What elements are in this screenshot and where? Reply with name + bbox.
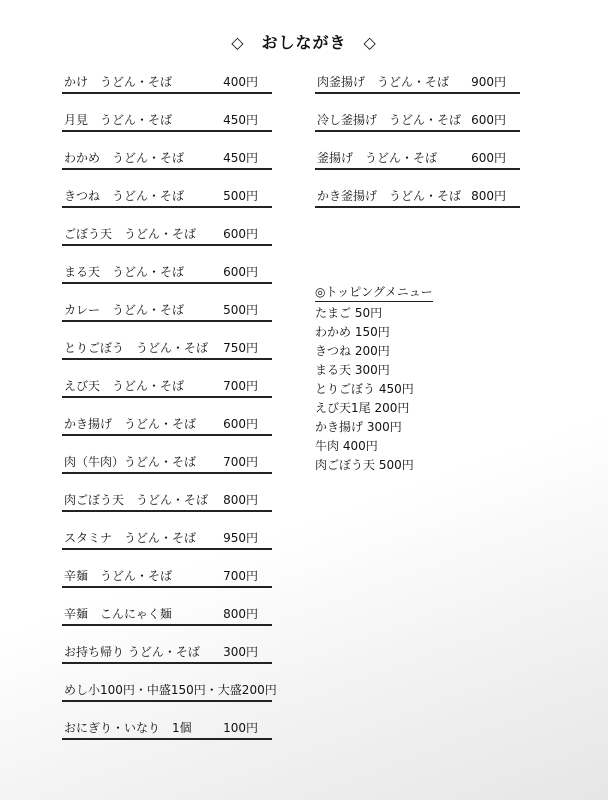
menu-item-name: かけ うどん・そば	[64, 75, 173, 89]
topping-item: わかめ 150円	[315, 325, 390, 339]
menu-row	[62, 222, 272, 246]
menu-row	[62, 184, 272, 208]
menu-item-price: 500円	[223, 303, 258, 317]
menu-item-name: 肉（牛肉）うどん・そば	[64, 455, 197, 469]
menu-row	[62, 602, 272, 626]
menu-row	[315, 70, 520, 94]
topping-item: 肉ごぼう天 500円	[315, 458, 414, 472]
menu-item-price: 750円	[223, 341, 258, 355]
menu-item-price: 800円	[223, 493, 258, 507]
menu-row	[62, 450, 272, 474]
menu-item-name: おにぎり・いなり 1個	[64, 721, 192, 735]
menu-item-price: 600円	[223, 265, 258, 279]
topping-item: かき揚げ 300円	[315, 420, 402, 434]
topping-item: たまご 50円	[315, 306, 383, 320]
topping-item: きつね 200円	[315, 344, 390, 358]
menu-row	[315, 146, 520, 170]
menu-item-name: スタミナ うどん・そば	[64, 531, 197, 545]
rice-row	[62, 678, 277, 702]
menu-row	[315, 108, 520, 132]
menu-item-price: 450円	[223, 151, 258, 165]
menu-item-name: 肉ごぼう天 うどん・そば	[64, 493, 209, 507]
menu-item-price: 600円	[471, 151, 506, 165]
rice-prices: めし小100円・中盛150円・大盛200円	[64, 683, 277, 697]
menu-item-price: 950円	[223, 531, 258, 545]
menu-item-price: 700円	[223, 379, 258, 393]
topping-item: 牛肉 400円	[315, 439, 378, 453]
menu-row	[62, 488, 272, 512]
menu-item-name: 冷し釜揚げ うどん・そば	[317, 113, 462, 127]
menu-row	[62, 412, 272, 436]
menu-item-price: 400円	[223, 75, 258, 89]
menu-row	[62, 146, 272, 170]
menu-row	[62, 70, 272, 94]
menu-item-name: 月見 うどん・そば	[64, 113, 173, 127]
menu-item-price: 300円	[223, 645, 258, 659]
topping-item: まる天 300円	[315, 363, 390, 377]
menu-row	[62, 564, 272, 588]
menu-item-name: お持ち帰り うどん・そば	[64, 645, 200, 659]
menu-item-price: 800円	[223, 607, 258, 621]
left-menu-column	[62, 70, 277, 754]
topping-menu	[315, 281, 495, 475]
menu-row	[315, 184, 520, 208]
menu-item-name: 辛麺 うどん・そば	[64, 569, 173, 583]
menu-item-name: とりごぼう うどん・そば	[64, 341, 209, 355]
menu-item-price: 900円	[471, 75, 506, 89]
menu-item-price: 800円	[471, 189, 506, 203]
menu-item-price: 500円	[223, 189, 258, 203]
menu-item-name: ごぼう天 うどん・そば	[64, 227, 197, 241]
right-menu-column	[315, 70, 520, 222]
menu-item-name: きつね うどん・そば	[64, 189, 185, 203]
menu-item-price: 450円	[223, 113, 258, 127]
menu-item-name: かき揚げ うどん・そば	[64, 417, 197, 431]
menu-item-price: 600円	[223, 227, 258, 241]
menu-item-price: 700円	[223, 455, 258, 469]
menu-row	[62, 640, 272, 664]
menu-title: ◇ おしながき ◇	[231, 33, 377, 52]
menu-row	[62, 298, 272, 322]
menu-row	[62, 374, 272, 398]
menu-item-price: 600円	[223, 417, 258, 431]
menu-row	[62, 336, 272, 360]
menu-row	[62, 260, 272, 284]
topping-item: えび天1尾 200円	[315, 401, 410, 415]
menu-item-name: わかめ うどん・そば	[64, 151, 185, 165]
topping-heading: ◎トッピングメニュー	[315, 283, 433, 302]
menu-item-name: えび天 うどん・そば	[64, 379, 185, 393]
topping-item: とりごぼう 450円	[315, 382, 414, 396]
menu-item-name: 釜揚げ うどん・そば	[317, 151, 438, 165]
menu-row	[62, 108, 272, 132]
menu-item-name: 辛麺 こんにゃく麺	[64, 607, 172, 621]
menu-item-price: 700円	[223, 569, 258, 583]
menu-row	[62, 526, 272, 550]
menu-item-name: かき釜揚げ うどん・そば	[317, 189, 462, 203]
menu-item-price: 100円	[223, 721, 258, 735]
menu-item-name: カレー うどん・そば	[64, 303, 185, 317]
menu-item-name: 肉釜揚げ うどん・そば	[317, 75, 450, 89]
menu-item-name: まる天 うどん・そば	[64, 265, 185, 279]
menu-item-price: 600円	[471, 113, 506, 127]
menu-row	[62, 716, 272, 740]
